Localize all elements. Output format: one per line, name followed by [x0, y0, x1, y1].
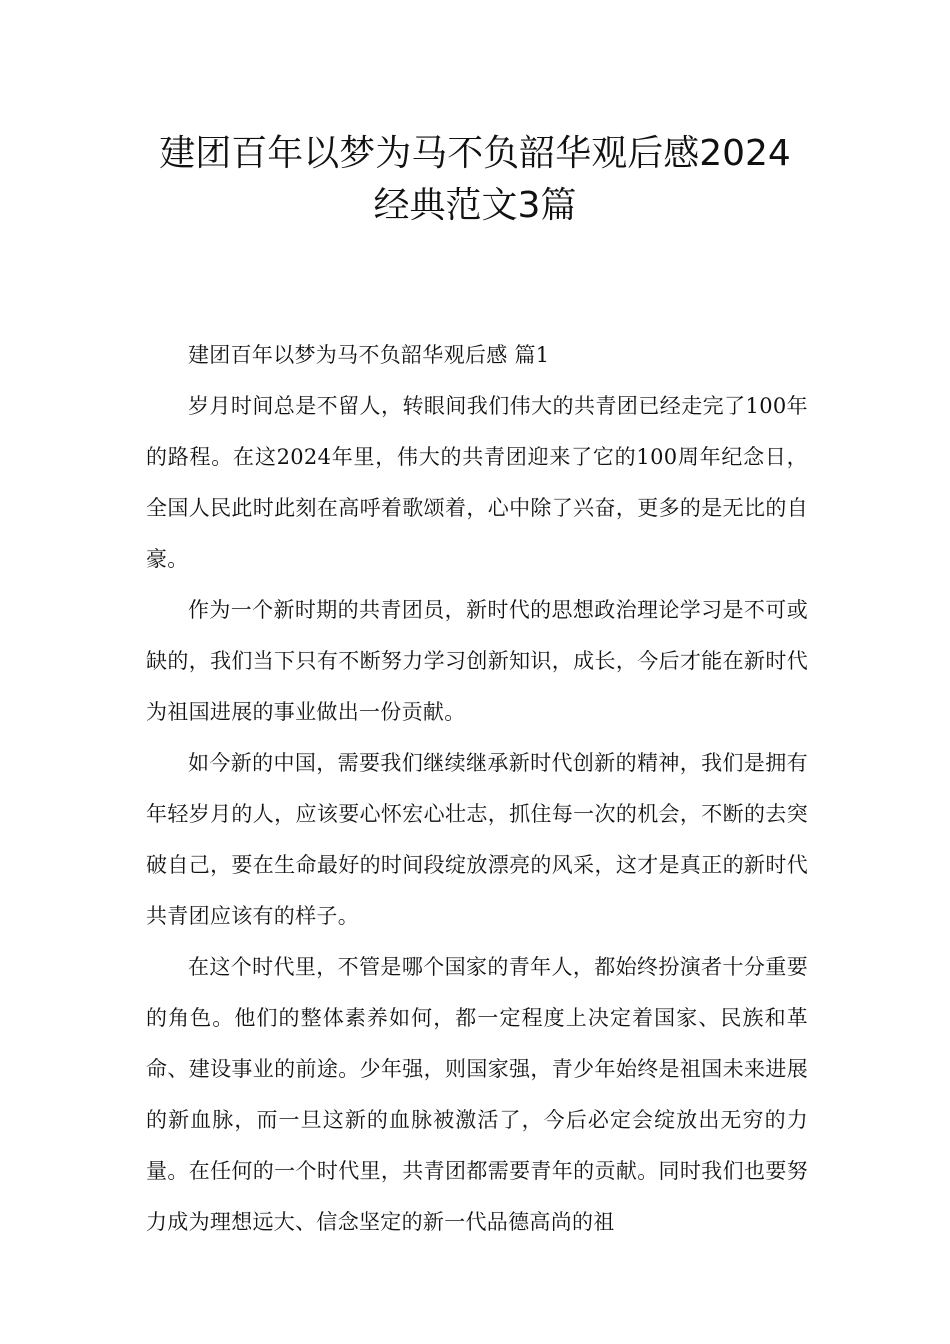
document-title-line-1: 建团百年以梦为马不负韶华观后感2024	[159, 133, 791, 174]
section-heading: 建团百年以梦为马不负韶华观后感 篇1	[188, 343, 550, 367]
paragraph: 作为一个新时期的共青团员，新时代的思想政治理论学习是不可或缺的，我们当下只有不断努力学习创新知识，成长，今后才能在新时代为祖国进展的事业做出一份贡献。	[146, 598, 808, 724]
paragraph: 如今新的中国，需要我们继续继承新时代创新的精神，我们是拥有年轻岁月的人，应该要心怀宏心壮志，抓住每一次的机会，不断的去突破自己，要在生命最好的时间段绽放漂亮的风采，这才是真正的新时代共青团应该有的样子。	[146, 751, 808, 928]
document-body	[146, 330, 808, 1248]
paragraph: 在这个时代里，不管是哪个国家的青年人，都始终扮演者十分重要的角色。他们的整体素养如何，都一定程度上决定着国家、民族和革命、建设事业的前途。少年强，则国家强，青少年始终是祖国未来进展的新血脉，而一旦这新的血脉被激活了，今后必定会绽放出无穷的力量。在任何的一个时代里，共青团都需要青年的贡献。同时我们也要努力成为理想远大、信念坚定的新一代品德高尚的祖	[146, 955, 808, 1234]
paragraph: 岁月时间总是不留人，转眼间我们伟大的共青团已经走完了100年的路程。在这2024年里，伟大的共青团迎来了它的100周年纪念日，全国人民此时此刻在高呼着歌颂着，心中除了兴奋，更多的是无比的自豪。	[146, 394, 808, 571]
document-title-line-2: 经典范文3篇	[373, 185, 577, 226]
document-title	[80, 128, 870, 232]
